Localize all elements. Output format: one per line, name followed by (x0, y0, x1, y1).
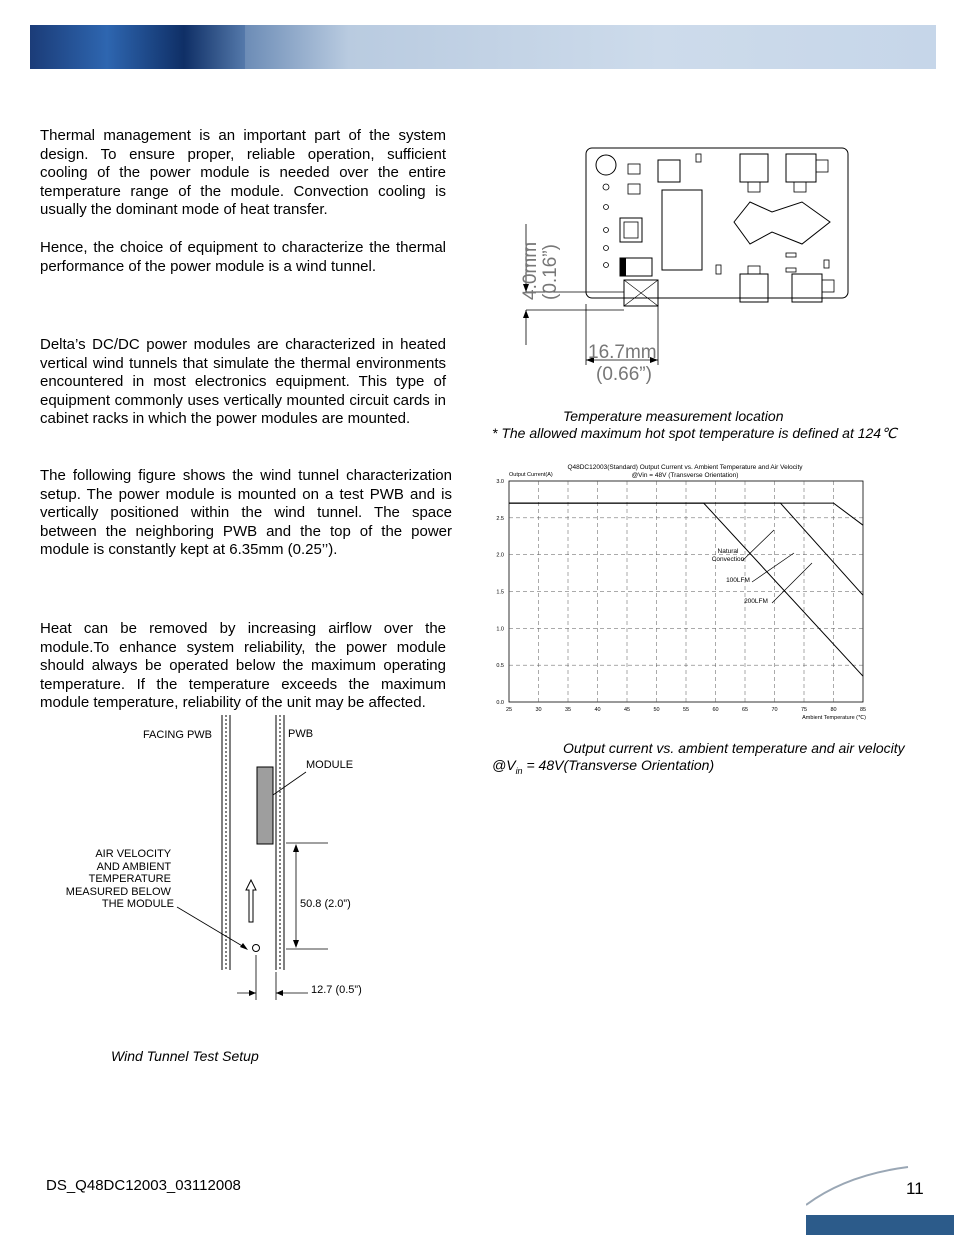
chart-y-tick-label: 1.5 (496, 589, 504, 596)
footer-corner-graphic (806, 1165, 954, 1235)
derating-chart (490, 458, 880, 728)
paragraph-delta-characterization: Delta’s DC/DC power modules are characterized in heated vertical wind tunnels that simulate the thermal environments encountered in most electronics equipment. This type of equipment commonly uses vertically mounted circuit cards in cabinet racks in which the power modules are mounted. (40, 336, 446, 428)
left-text-block (40, 467, 452, 560)
vertical-dimension-mm: 4.0mm (520, 241, 541, 300)
header-banner (30, 25, 936, 69)
banner-image-left (30, 25, 250, 69)
chart-x-tick-label: 25 (505, 707, 513, 713)
chart-series-line (509, 503, 863, 525)
chart-x-tick-label: 45 (623, 707, 631, 713)
chart-x-tick-label: 70 (771, 707, 778, 713)
paragraph-airflow-reliability: Heat can be removed by increasing airflow over the module.To enhance system reliability, the power module should always be operated below the maximum operating temperature. If the temperature exceeds the maximum module temperature, reliability of the unit may be affected. (40, 620, 446, 712)
facing-pwb-label: FACING PWB (142, 729, 212, 741)
wind-tunnel-diagram (60, 710, 380, 1010)
chart-plot-area (496, 479, 866, 713)
height-dimension-label: 50.8 (2.0”) (300, 898, 351, 910)
chart-y-tick-label: 3.0 (496, 479, 504, 485)
vertical-dimension-in: (0.16”) (540, 244, 561, 300)
chart-x-tick-label: 30 (535, 707, 542, 713)
airflow-arrow-icon (246, 880, 256, 922)
chart-x-tick-label: 40 (594, 707, 601, 713)
chart-subtitle: @Vin = 48V (Transverse Orientation) (631, 472, 739, 479)
banner-image-right (245, 25, 936, 69)
chart-y-tick-label: 1.0 (496, 626, 504, 633)
chart-x-tick-label: 60 (712, 707, 719, 713)
chart-ylabel: Output Current(A) (509, 472, 553, 478)
probe-icon (253, 945, 260, 952)
chart-xlabel: Ambient Temperature (℃) (802, 715, 866, 721)
paragraph-wind-tunnel-choice: Hence, the choice of equipment to characterize the thermal performance of the power module is a wind tunnel. (40, 239, 446, 275)
wind-tunnel-caption: Wind Tunnel Test Setup (111, 1048, 259, 1064)
chart-caption-line2: $@V_{in}$ = 48V(Transverse Orientation) (492, 757, 715, 776)
width-dimension-label: 12.7 (0.5”) (311, 984, 362, 996)
chart-x-tick-label: 50 (653, 707, 660, 713)
annotation-100lfm: 100LFM (726, 577, 750, 584)
chart-x-tick-label: 85 (859, 707, 867, 713)
chart-x-tick-label: 80 (830, 707, 837, 713)
annotation-natural: Natural (717, 548, 739, 555)
left-text-block (40, 336, 446, 429)
board-caption-line1: Temperature measurement location (563, 408, 784, 424)
board-measurement-figure (490, 140, 860, 390)
chart-y-tick-label: 0.0 (496, 700, 504, 706)
chart-y-tick-label: 0.5 (496, 663, 504, 670)
module-label: MODULE (306, 759, 354, 771)
left-text-block (40, 620, 446, 713)
chart-title: Q48DC12003(Standard) Output Current vs. Ambient Temperature and Air Velocity (567, 464, 803, 471)
chart-x-tick-label: 35 (564, 707, 572, 713)
document-code: DS_Q48DC12003_03112008 (46, 1177, 241, 1194)
module-block (257, 767, 273, 844)
annotation-200lfm: 200LFM (744, 598, 768, 605)
chart-y-tick-label: 2.0 (496, 552, 504, 559)
horizontal-dimension-mm: 16.7mm (588, 342, 657, 363)
chart-caption-line1: Output current vs. ambient temperature and air velocity (563, 740, 905, 756)
pwb-label: PWB (288, 728, 314, 740)
left-text-block (40, 239, 446, 276)
horizontal-dimension-in: (0.66”) (596, 364, 652, 385)
left-text-block (40, 127, 446, 220)
page-number: 11 (906, 1179, 924, 1198)
chart-x-tick-label: 75 (800, 707, 808, 713)
paragraph-thermal-management: Thermal management is an important part of the system design. To ensure proper, reliable operation, sufficient cooling of the power module is needed over the entire temperature range of the module. Convection cooling is usually the dominant mode of heat transfer. (40, 127, 446, 219)
chart-x-tick-label: 55 (682, 707, 690, 713)
chart-y-tick-label: 2.5 (496, 515, 504, 522)
air-velocity-label: AIR VELOCITY AND AMBIENT TEMPERATURE MEASURED BELOW THE MODULE (65, 848, 174, 910)
paragraph-setup-description: The following figure shows the wind tunnel characterization setup. The power module is mounted on a test PWB and is vertically positioned within the wind tunnel. The space between the neighboring PWB and the top of the power module is constantly kept at 6.35mm (0.25’’). (40, 467, 452, 559)
annotation-convection: Convection (711, 556, 745, 563)
chart-x-tick-label: 65 (741, 707, 749, 713)
board-caption-line2: * The allowed maximum hot spot temperature is defined at 124℃ (492, 425, 897, 441)
